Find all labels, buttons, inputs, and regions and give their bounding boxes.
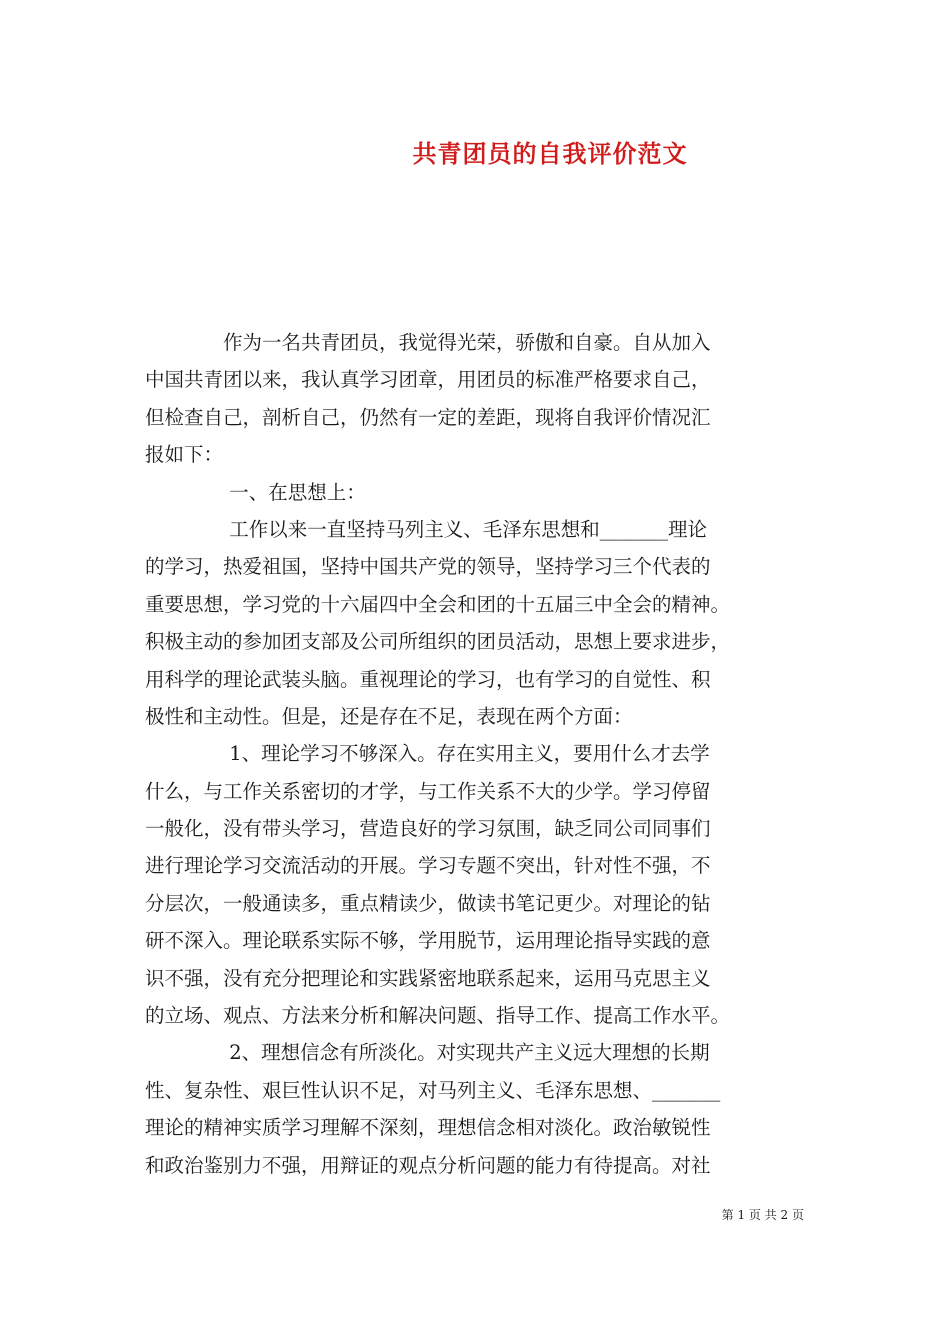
- body-line: 1、理论学习不够深入。存在实用主义，要用什么才去学: [145, 742, 710, 766]
- body-line: 和政治鉴别力不强，用辩证的观点分析问题的能力有待提高。对社: [145, 1153, 711, 1177]
- body-line: 的立场、观点、方法来分析和解决问题、指导工作、提高工作水平。: [145, 1004, 731, 1028]
- body-line: 工作以来一直坚持马列主义、毛泽东思想和_______理论: [145, 517, 707, 541]
- body-line: 进行理论学习交流活动的开展。学习专题不突出，针对性不强，不: [145, 854, 711, 878]
- body-line: 极性和主动性。但是，还是存在不足，表现在两个方面：: [145, 704, 633, 728]
- document-title: 共青团员的自我评价范文: [412, 139, 688, 168]
- page-number: 第 1 页 共 2 页: [721, 1208, 804, 1222]
- body-line: 用科学的理论武装头脑。重视理论的学习，也有学习的自觉性、积: [145, 667, 711, 691]
- body-line: 但检查自己，剖析自己，仍然有一定的差距，现将自我评价情况汇: [145, 405, 711, 429]
- body-line: 积极主动的参加团支部及公司所组织的团员活动，思想上要求进步，: [145, 630, 731, 654]
- document-body: [145, 324, 807, 1184]
- body-line: 性、复杂性、艰巨性认识不足，对马列主义、毛泽东思想、_______: [145, 1078, 721, 1102]
- body-line: 分层次，一般通读多，重点精读少，做读书笔记更少。对理论的钻: [145, 891, 711, 915]
- body-line: 重要思想，学习党的十六届四中全会和团的十五届三中全会的精神。: [145, 592, 731, 616]
- body-line: 一般化，没有带头学习，营造良好的学习氛围，缺乏同公司同事们: [145, 817, 711, 841]
- body-line: 研不深入。理论联系实际不够，学用脱节，运用理论指导实践的意: [145, 929, 711, 953]
- body-line: 2、理想信念有所淡化。对实现共产主义远大理想的长期: [145, 1041, 710, 1065]
- body-line: 作为一名共青团员，我觉得光荣，骄傲和自豪。自从加入: [145, 331, 711, 354]
- body-line: 的学习，热爱祖国，坚持中国共产党的领导，坚持学习三个代表的: [145, 555, 711, 579]
- section-heading: 一、在思想上：: [145, 480, 366, 504]
- body-line: 什么，与工作关系密切的才学，与工作关系不大的少学。学习停留: [145, 779, 711, 803]
- body-line: 中国共青团以来，我认真学习团章，用团员的标准严格要求自己，: [145, 368, 711, 392]
- body-line: 报如下：: [145, 443, 224, 467]
- body-line: 理论的精神实质学习理解不深刻，理想信念相对淡化。政治敏锐性: [145, 1116, 711, 1140]
- body-line: 识不强，没有充分把理论和实践紧密地联系起来，运用马克思主义: [145, 966, 711, 990]
